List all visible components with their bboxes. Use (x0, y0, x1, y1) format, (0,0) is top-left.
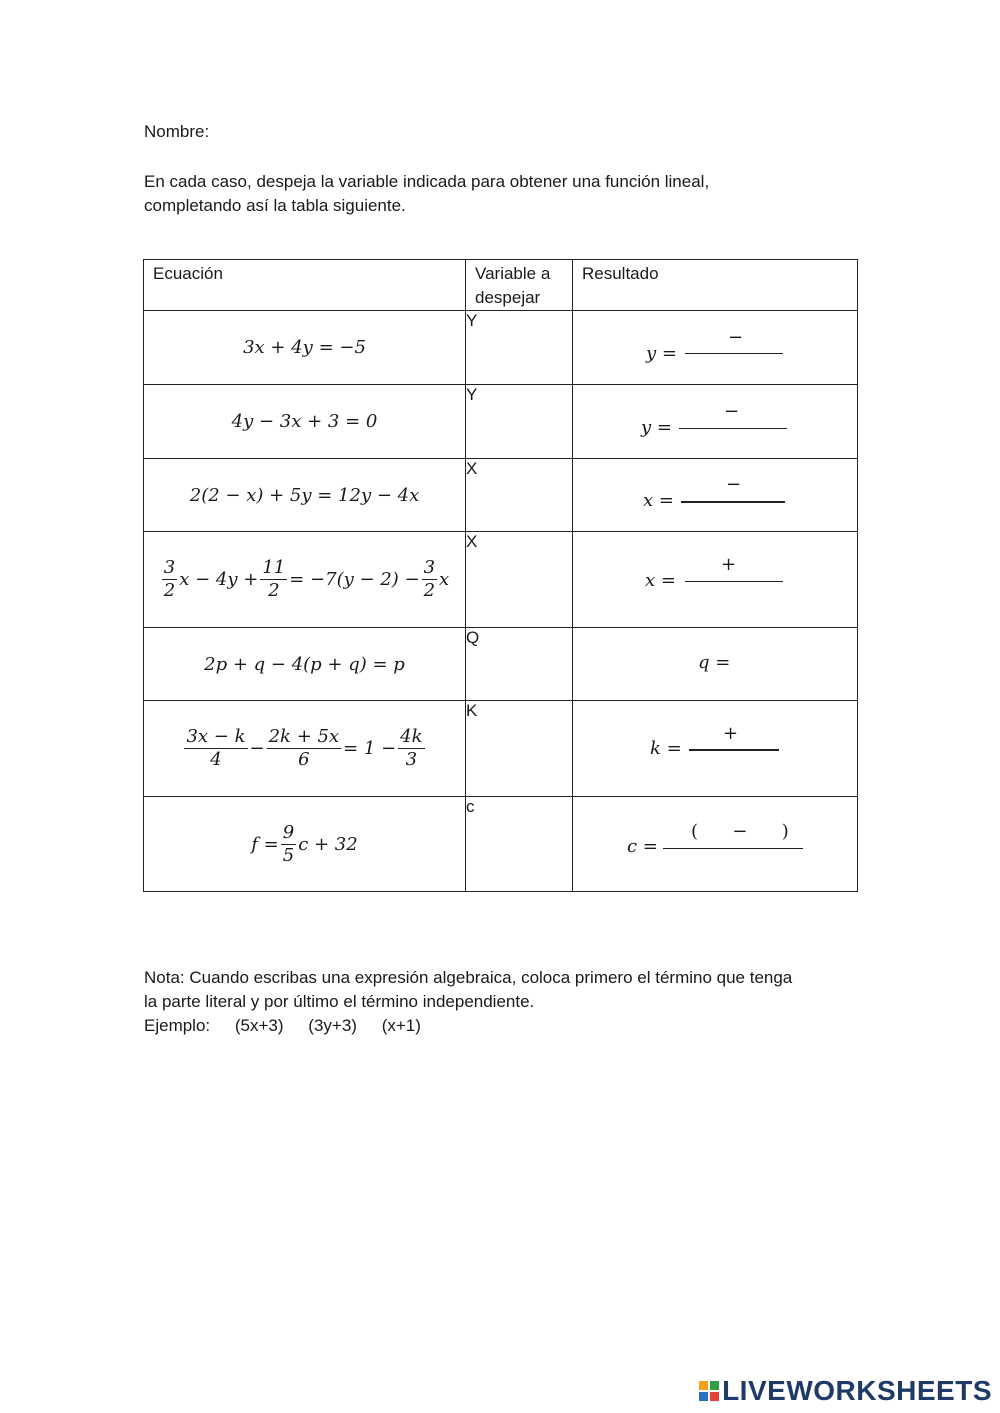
logo-square (710, 1392, 719, 1401)
fraction-denominator: 2 (163, 580, 176, 601)
fraction-numerator: 3 (163, 557, 176, 578)
table-row (144, 311, 858, 385)
equation-cell (144, 701, 466, 797)
equation-part: x − 4y + (179, 569, 259, 590)
fraction-numerator: 3 (423, 557, 436, 578)
fraction-denominator: 3 (405, 749, 418, 770)
equation-cell (144, 385, 466, 459)
logo-square (699, 1392, 708, 1401)
fraction-numerator: 11 (262, 557, 286, 578)
example-line (144, 1014, 864, 1038)
equation-5: 2p + q − 4(p + q) = p (204, 653, 405, 675)
answer-blank-line[interactable] (663, 848, 803, 849)
equation-6 (144, 701, 465, 796)
result-cell (573, 628, 858, 701)
note-line-2: la parte literal y por último el término independiente. (144, 992, 535, 1011)
fraction-denominator: 5 (282, 844, 295, 866)
answer-blank-line[interactable] (685, 581, 783, 582)
table-row (144, 532, 858, 628)
fraction-denominator: 2 (268, 580, 280, 601)
example-item: (5x+3) (234, 1016, 284, 1035)
result-cell (573, 532, 858, 628)
instructions (144, 170, 784, 218)
result-symbol: + (721, 554, 737, 575)
variable-cell: X (466, 532, 573, 628)
equation-cell (144, 532, 466, 628)
fraction-denominator: 6 (298, 749, 310, 770)
equations-table (143, 259, 858, 892)
fraction-numerator: 9 (282, 821, 295, 843)
equation-4 (144, 532, 465, 627)
note (144, 966, 864, 1038)
example-label: Ejemplo: (144, 1016, 211, 1035)
equation-2: 4y − 3x + 3 = 0 (231, 411, 378, 432)
equation-cell (144, 459, 466, 532)
variable-cell: Q (466, 628, 573, 701)
variable-cell: X (466, 459, 573, 532)
logo-square (710, 1381, 719, 1390)
result-symbol: ( − ) (691, 821, 789, 842)
equation-1: 3x + 4y = −5 (243, 337, 366, 358)
result-lhs: y = (641, 417, 672, 438)
answer-blank-line[interactable] (689, 749, 779, 751)
result-lhs: y = (646, 343, 677, 364)
equation-cell (144, 628, 466, 701)
logo-square (699, 1381, 708, 1390)
header-resultado: Resultado (573, 260, 858, 311)
logo-text: LIVEWORKSHEETS (722, 1375, 992, 1406)
result-cell (573, 385, 858, 459)
variable-cell: Y (466, 311, 573, 385)
result-cell (573, 311, 858, 385)
result-symbol: + (723, 723, 739, 744)
fraction-numerator: 4k (400, 726, 423, 747)
instructions-line-2: completando así la tabla siguiente. (144, 196, 406, 215)
equation-cell (144, 797, 466, 892)
result-lhs: k = (650, 738, 682, 759)
answer-blank-line[interactable] (681, 501, 785, 503)
table-row (144, 797, 858, 892)
result-symbol: − (726, 474, 742, 495)
variable-cell: K (466, 701, 573, 797)
equation-cell (144, 311, 466, 385)
table-row (144, 628, 858, 701)
example-item: (3y+3) (308, 1016, 357, 1035)
table-row (144, 385, 858, 459)
equation-part: = −7(y − 2) − (289, 569, 420, 590)
fraction-denominator: 4 (210, 749, 222, 770)
result-cell (573, 797, 858, 892)
equation-part: c + 32 (298, 833, 358, 855)
example-item: (x+1) (381, 1016, 421, 1035)
table-row (144, 459, 858, 532)
fraction-denominator: 2 (423, 580, 436, 601)
note-line-1: Nota: Cuando escribas una expresión algebraica, coloca primero el término que tenga (144, 968, 793, 987)
header-ecuacion: Ecuación (144, 260, 466, 311)
variable-cell: c (466, 797, 573, 892)
result-symbol: − (724, 401, 740, 422)
answer-blank-line[interactable] (679, 428, 787, 429)
variable-cell: Y (466, 385, 573, 459)
equation-part: x (439, 569, 450, 590)
equation-part: = 1 − (343, 738, 397, 759)
result-lhs: q = (698, 652, 731, 673)
nombre-label: Nombre: (144, 122, 210, 141)
result-cell (573, 459, 858, 532)
liveworksheets-logo (699, 1375, 992, 1407)
equation-part: − (249, 738, 265, 759)
equation-7 (144, 797, 465, 891)
fraction-numerator: 2k + 5x (268, 726, 340, 747)
answer-blank-line[interactable] (685, 353, 783, 354)
result-symbol: − (728, 327, 744, 348)
result-lhs: x = (645, 570, 676, 591)
equation-part: f = (251, 833, 279, 855)
table-row (144, 701, 858, 797)
table-header-row (144, 260, 858, 311)
logo-mark-icon (699, 1381, 719, 1401)
instructions-line-1: En cada caso, despeja la variable indicada para obtener una función lineal, (144, 172, 710, 191)
result-lhs: x = (643, 490, 674, 511)
result-lhs: c = (627, 836, 658, 857)
equation-3: 2(2 − x) + 5y = 12y − 4x (189, 484, 420, 506)
fraction-numerator: 3x − k (186, 726, 246, 747)
result-cell (573, 701, 858, 797)
header-variable: Variable a despejar (466, 260, 573, 311)
